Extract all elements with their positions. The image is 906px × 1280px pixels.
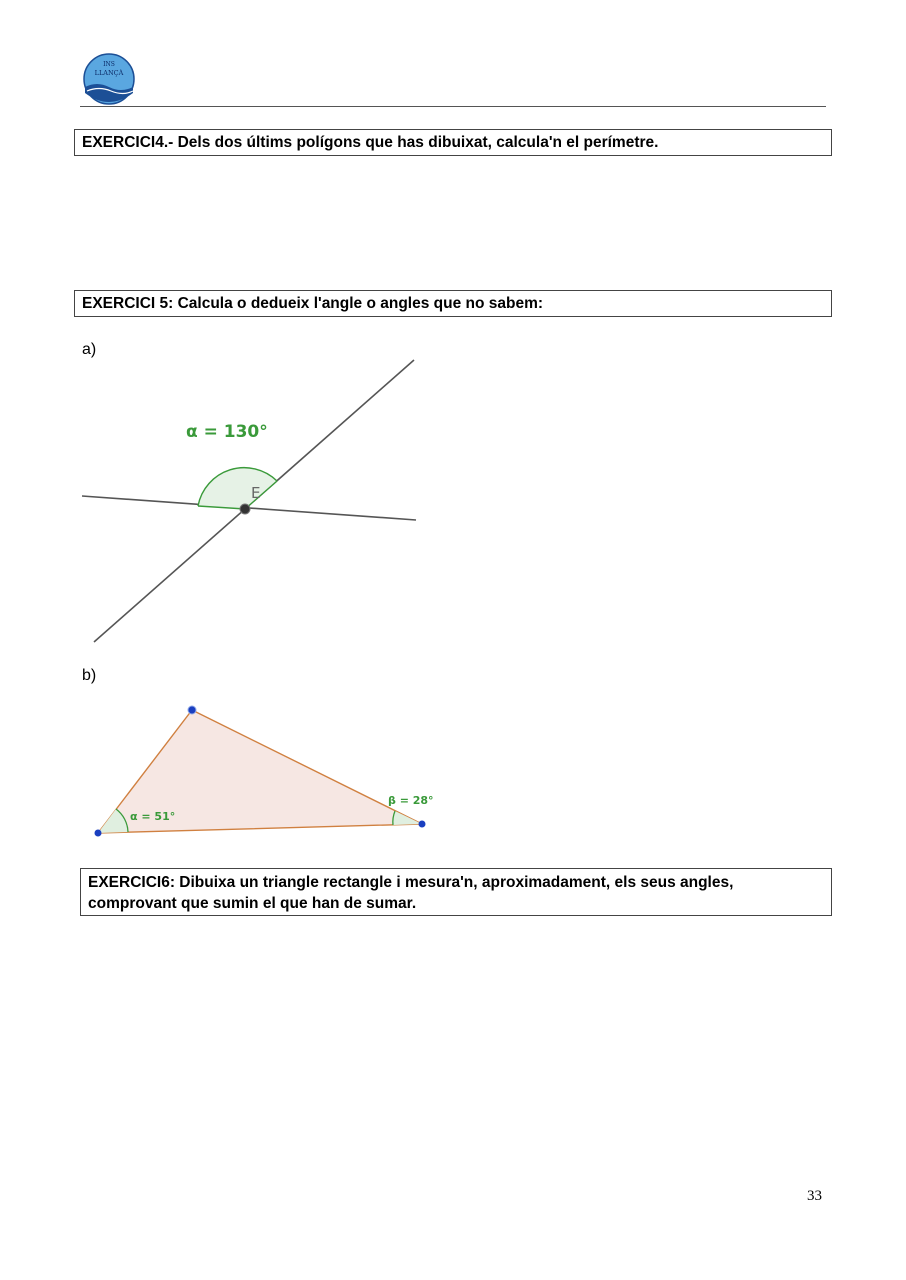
- exercise-5-box: [74, 290, 832, 317]
- exercise-5-text: EXERCICI 5: Calcula o dedueix l'angle o angles que no sabem:: [82, 295, 544, 312]
- logo-text-main: LLANÇÀ: [94, 69, 124, 77]
- beta-label: β = 28°: [388, 794, 434, 807]
- alpha-label: α = 51°: [130, 810, 176, 823]
- vertex-right: [419, 821, 426, 828]
- page-number: 33: [807, 1188, 822, 1204]
- school-logo: [83, 53, 135, 105]
- intersection-point: [240, 504, 250, 514]
- figure-intersecting-lines: [80, 355, 420, 647]
- part-b-label: b): [82, 667, 97, 684]
- exercise-4-text: EXERCICI4.- Dels dos últims polígons que has dibuixat, calcula'n el perímetre.: [82, 134, 659, 151]
- exercise-6-text: EXERCICI6: Dibuixa un triangle rectangle i mesura'n, aproximadament, els seus angles, comprovant que sumin el que han de sumar.: [88, 874, 734, 912]
- exercise-4-box: [74, 129, 832, 156]
- exercise-6-box: [80, 868, 832, 916]
- logo-text-top: INS: [103, 61, 115, 68]
- beta-sector: [393, 811, 422, 825]
- vertex-top: [188, 706, 196, 714]
- point-label-e: E: [251, 484, 261, 502]
- vertex-left: [95, 830, 102, 837]
- figure-triangle: [90, 700, 440, 840]
- header-divider: [80, 106, 826, 107]
- angle-sector: [198, 468, 277, 509]
- angle-alpha-label: α = 130°: [186, 422, 268, 442]
- part-a-label: a): [82, 341, 97, 358]
